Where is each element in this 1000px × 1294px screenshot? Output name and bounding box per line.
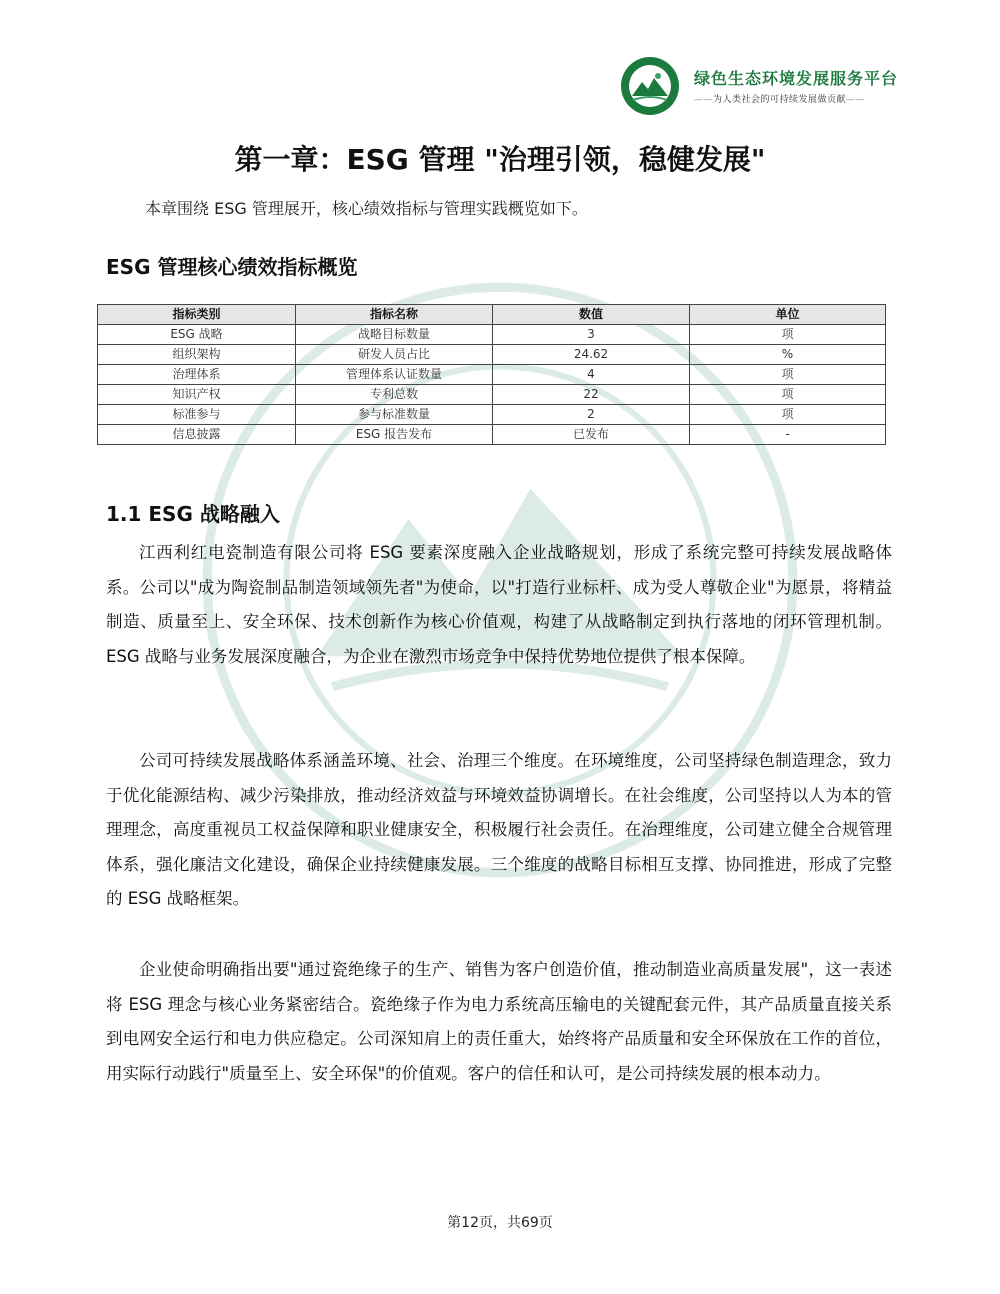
- column-header: 数值: [493, 305, 690, 325]
- body-paragraph: 公司可持续发展战略体系涵盖环境、社会、治理三个维度。在环境维度，公司坚持绿色制造理念，致力于优化能源结构、减少污染排放，推动经济效益与环境效益协调增长。在社会维度，公司坚持以人为本的管理理念，高度重视员工权益保障和职业健康安全，积极履行社会责任。在治理维度，公司建立健全合规管理体系，强化廉洁文化建设，确保企业持续健康发展。三个维度的战略目标相互支撑、协同推进，形成了完整的 ESG 战略框架。: [106, 751, 892, 908]
- table-cell: 已发布: [493, 425, 690, 445]
- table-cell: 研发人员占比: [296, 345, 493, 365]
- table-row: [98, 385, 886, 405]
- table-cell: 4: [493, 365, 690, 385]
- table-cell: %: [690, 345, 886, 365]
- section-heading: 1.1 ESG 战略融入: [106, 502, 280, 526]
- table-cell: -: [690, 425, 886, 445]
- column-header: 指标名称: [296, 305, 493, 325]
- page-number: 第12页，共69页: [447, 1215, 553, 1231]
- table-cell: 3: [493, 325, 690, 345]
- column-header: 单位: [690, 305, 886, 325]
- kpi-table: [97, 304, 886, 445]
- body-paragraph: 江西利红电瓷制造有限公司将 ESG 要素深度融入企业战略规划，形成了系统完整可持续发展战略体系。公司以"成为陶瓷制品制造领域领先者"为使命，以"打造行业标杆、成为受人尊敬企业"为愿景，将精益制造、质量至上、安全环保、技术创新作为核心价值观，构建了从战略制定到执行落地的闭环管理机制。ESG 战略与业务发展深度融合，为企业在激烈市场竞争中保持优势地位提供了根本保障。: [106, 543, 892, 666]
- table-row: [98, 345, 886, 365]
- table-cell: 项: [690, 405, 886, 425]
- table-cell: 项: [690, 385, 886, 405]
- table-cell: 标准参与: [98, 405, 296, 425]
- paragraph-block: [106, 953, 892, 1091]
- table-cell: 组织架构: [98, 345, 296, 365]
- table-cell: 项: [690, 365, 886, 385]
- table-cell: 24.62: [493, 345, 690, 365]
- table-cell: 项: [690, 325, 886, 345]
- brand-name: 绿色生态环境发展服务平台: [694, 69, 899, 88]
- paragraph-block: [106, 744, 892, 917]
- table-cell: 专利总数: [296, 385, 493, 405]
- table-cell: 参与标准数量: [296, 405, 493, 425]
- table-cell: 信息披露: [98, 425, 296, 445]
- table-row: [98, 425, 886, 445]
- column-header: 指标类别: [98, 305, 296, 325]
- table-cell: 22: [493, 385, 690, 405]
- table-row: [98, 365, 886, 385]
- table-cell: ESG 报告发布: [296, 425, 493, 445]
- chapter-intro: 本章围绕 ESG 管理展开，核心绩效指标与管理实践概览如下。: [145, 199, 588, 218]
- brand-tagline: —— 为人类社会的可持续发展做贡献 ——: [694, 92, 865, 105]
- table-header-row: [98, 305, 886, 325]
- table-row: [98, 405, 886, 425]
- brand-seal-icon: [620, 56, 680, 116]
- body-paragraph: 企业使命明确指出要"通过瓷绝缘子的生产、销售为客户创造价值，推动制造业高质量发展"，这一表述将 ESG 理念与核心业务紧密结合。瓷绝缘子作为电力系统高压输电的关键配套元件，其产品质量直接关系到电网安全运行和电力供应稳定。公司深知肩上的责任重大，始终将产品质量和安全环保放在工作的首位，用实际行动践行"质量至上、安全环保"的价值观。客户的信任和认可，是公司持续发展的根本动力。: [106, 960, 892, 1083]
- table-cell: 知识产权: [98, 385, 296, 405]
- table-cell: 2: [493, 405, 690, 425]
- table-heading: ESG 管理核心绩效指标概览: [106, 255, 358, 279]
- table-cell: ESG 战略: [98, 325, 296, 345]
- table-cell: 管理体系认证数量: [296, 365, 493, 385]
- table-cell: 治理体系: [98, 365, 296, 385]
- table-cell: 战略目标数量: [296, 325, 493, 345]
- header-brand: [620, 56, 899, 116]
- table-row: [98, 325, 886, 345]
- paragraph-block: [106, 536, 892, 674]
- chapter-title: 第一章：ESG 管理 "治理引领，稳健发展": [234, 143, 766, 176]
